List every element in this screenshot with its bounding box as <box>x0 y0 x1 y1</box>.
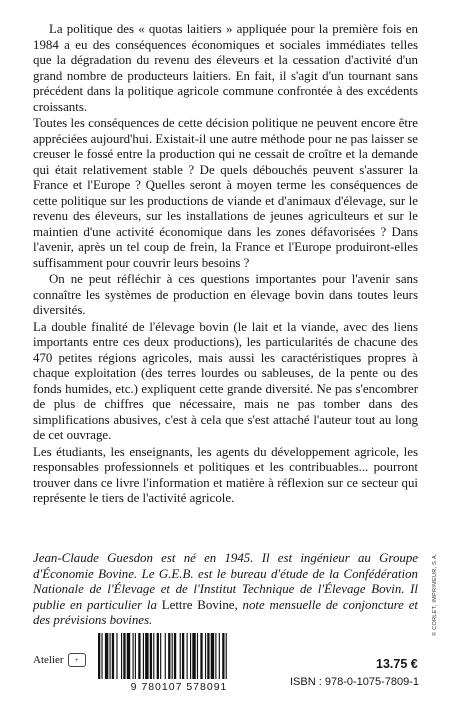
blurb-paragraph-3: On ne peut réfléchir à ces questions importantes pour l'avenir sans connaître les systèmes de production en élevage bovin dans toutes leurs diversités. <box>33 272 418 317</box>
blurb-paragraph-5: Les étudiants, les enseignants, les agents du développement agricole, les responsables professionnels et politiques et les contribuables... pourront trouver dans ce livre l'information et matière à réflexion sur ce secteur qui représente le tiers de l'activité agricole. <box>33 444 418 505</box>
blurb-paragraph-4: La double finalité de l'élevage bovin (le lait et la viande, avec des liens importants entre ces deux productions), les particularités de chacune des 470 petites régions agricoles, mais aussi les caractéristiques propres à chaque exploitation (des terres lourdes ou sableuses, de la pente ou des fonds humides, etc.) expliquent cette grande diversité. Ne pas s'encombrer de plus de chiffres que nécessaire, mais ne pas tomber dans des simplifications abusives, c'est à cela que s'est attaché l'auteur tout au long de cet ouvrage. <box>33 319 418 442</box>
printer-credit: © CORLET, IMPRIMEUR, S.A. <box>432 553 438 636</box>
publisher-logo-icon: + <box>68 653 86 667</box>
barcode-bars-icon <box>84 631 274 681</box>
barcode-digits: 9 780107 578091 <box>130 681 228 693</box>
blurb-text <box>33 22 418 508</box>
author-bio-text-2: , note mensuelle de conjoncture et des prévisions bovines. <box>33 597 419 627</box>
price: 13.75 € <box>376 657 418 671</box>
blurb-paragraph-1: La politique des « quotas laitiers » appliquée pour la première fois en 1984 a eu des conséquences économiques et sociales immédiates telles que la dégradation du revenu des éleveurs et la cessation d'activité d'un grand nombre de producteurs laitiers. En fait, il s'agit d'un tournant sans précédent dans la politique agricole commune confrontée à des excédents croissants. <box>33 22 418 114</box>
author-bio <box>33 551 418 629</box>
barcode <box>84 631 274 693</box>
publisher-imprint <box>33 653 86 667</box>
isbn: ISBN : 978-0-1075-7809-1 <box>290 676 420 688</box>
publisher-name: Atelier <box>33 654 64 666</box>
blurb-paragraph-2: Toutes les conséquences de cette décision politique ne peuvent encore être appréciées aujourd'hui. Existait-il une autre méthode pour ne pas laisser se creuser le fossé entre la production qui ne cessait de croître et la demande qui était relativement stable ? De quels débouchés peuvent s'assurer la France et l'Europe ? Quelles seront à moyen terme les conséquences de cette politique sur les productions de viande et d'animaux d'élevage, sur le revenu des éleveurs, sur les installations de jeunes agriculteurs et sur le maintien d'une activité économique dans les zones défavorisées ? Dans l'avenir, après un tel coup de frein, la France et l'Europe produiront-elles suffisamment pour couvrir leurs besoins ? <box>33 116 418 270</box>
author-bio-text-1: Jean-Claude Guesdon est né en 1945. Il est ingénieur au Groupe d'Économie Bovine. Le G.E.B. est le bureau d'étude de la Confédération Nationale de l'Élevage et de l'Institut Technique de l'Élevage Bovin. Il publie en particulier la <box>33 551 418 612</box>
publication-title: Lettre Bovine <box>161 597 235 612</box>
